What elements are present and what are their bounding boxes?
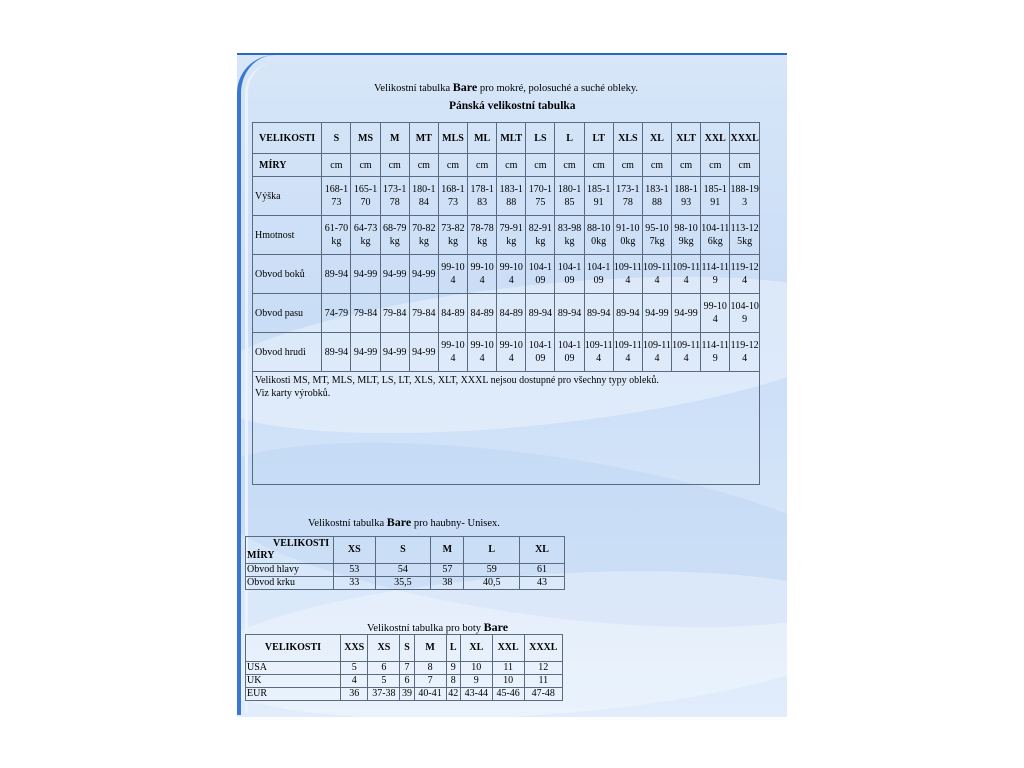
men-value-cell: 94-99 [351, 333, 380, 372]
hood-size-header: S [375, 537, 431, 564]
men-unit-cell: cm [409, 154, 438, 177]
men-header-label: VELIKOSTI [253, 123, 322, 154]
men-value-cell: 188-193 [672, 177, 701, 216]
boots-value-cell: 37-38 [368, 688, 400, 701]
men-note-row [253, 372, 760, 485]
men-note [253, 372, 760, 485]
men-data-row [253, 255, 760, 294]
men-unit-cell: cm [701, 154, 730, 177]
men-size-header: XLT [672, 123, 701, 154]
men-value-cell: 89-94 [613, 294, 642, 333]
boots-value-cell: 40-41 [414, 688, 446, 701]
men-value-cell: 104-116kg [701, 216, 730, 255]
men-value-cell: 79-84 [380, 294, 409, 333]
men-value-cell: 104-109 [526, 255, 555, 294]
men-value-cell: 94-99 [672, 294, 701, 333]
men-value-cell: 84-89 [438, 294, 467, 333]
men-unit-cell: cm [555, 154, 584, 177]
men-value-cell: 95-107kg [642, 216, 671, 255]
men-value-cell: 119-124 [730, 255, 760, 294]
men-value-cell: 98-109kg [672, 216, 701, 255]
men-value-cell: 78-78kg [468, 216, 497, 255]
men-size-header: ML [468, 123, 497, 154]
hood-value-cell: 53 [334, 564, 376, 577]
hood-data-row [246, 577, 565, 590]
hood-value-cell: 54 [375, 564, 431, 577]
men-value-cell: 99-104 [497, 333, 526, 372]
men-value-cell: 99-104 [701, 294, 730, 333]
men-value-cell: 84-89 [468, 294, 497, 333]
men-value-cell: 170-175 [526, 177, 555, 216]
men-row-label: Obvod hrudi [253, 333, 322, 372]
hood-caption-post: pro haubny- Unisex. [413, 518, 500, 529]
boots-value-cell: 39 [400, 688, 414, 701]
men-value-cell: 173-178 [613, 177, 642, 216]
men-size-header: LS [526, 123, 555, 154]
men-value-cell: 109-114 [672, 333, 701, 372]
boots-value-cell: 9 [446, 662, 460, 675]
hood-header-miry: MÍRY [247, 550, 275, 561]
boots-data-row [246, 688, 563, 701]
men-value-cell: 109-114 [613, 255, 642, 294]
boots-data-row [246, 662, 563, 675]
men-unit-cell: cm [468, 154, 497, 177]
boots-value-cell: 47-48 [524, 688, 562, 701]
men-value-cell: 104-109 [555, 255, 584, 294]
men-value-cell: 168-173 [322, 177, 351, 216]
men-caption-post: pro mokré, polosuché a suché obleky. [479, 83, 639, 94]
men-size-header: M [380, 123, 409, 154]
boots-size-header: XXL [492, 635, 524, 662]
hood-value-cell: 57 [431, 564, 464, 577]
boots-value-cell: 6 [368, 662, 400, 675]
hood-row-label: Obvod krku [246, 577, 334, 590]
men-value-cell: 91-100kg [613, 216, 642, 255]
boots-caption-brand: Bare [483, 620, 509, 634]
boots-row-label: UK [246, 675, 341, 688]
men-row-label: Obvod boků [253, 255, 322, 294]
men-value-cell: 109-114 [672, 255, 701, 294]
men-unit-cell: cm [351, 154, 380, 177]
hood-caption [308, 515, 500, 530]
men-value-cell: 188-193 [730, 177, 760, 216]
men-units-row [253, 154, 760, 177]
men-row-label: Obvod pasu [253, 294, 322, 333]
men-value-cell: 185-191 [701, 177, 730, 216]
boots-value-cell: 10 [460, 662, 492, 675]
boots-value-cell: 5 [341, 662, 368, 675]
hood-caption-brand: Bare [386, 515, 412, 529]
hood-value-cell: 38 [431, 577, 464, 590]
men-unit-cell: cm [613, 154, 642, 177]
hood-value-cell: 59 [464, 564, 520, 577]
men-unit-cell: cm [642, 154, 671, 177]
hood-header-label [246, 537, 334, 564]
men-value-cell: 99-104 [468, 333, 497, 372]
boots-value-cell: 8 [446, 675, 460, 688]
men-value-cell: 89-94 [322, 255, 351, 294]
men-value-cell: 109-114 [613, 333, 642, 372]
boots-caption-pre: Velikostní tabulka pro boty [367, 623, 482, 634]
men-value-cell: 109-114 [642, 333, 671, 372]
men-caption-brand: Bare [452, 80, 478, 94]
men-value-cell: 173-178 [380, 177, 409, 216]
men-unit-cell: cm [584, 154, 613, 177]
hood-value-cell: 33 [334, 577, 376, 590]
boots-row-label: EUR [246, 688, 341, 701]
men-size-header: MLS [438, 123, 467, 154]
men-value-cell: 64-73kg [351, 216, 380, 255]
hood-value-cell: 61 [520, 564, 565, 577]
hood-caption-pre: Velikostní tabulka [308, 518, 385, 529]
men-value-cell: 99-104 [468, 255, 497, 294]
boots-size-header: M [414, 635, 446, 662]
men-size-header: XXL [701, 123, 730, 154]
men-unit-cell: cm [526, 154, 555, 177]
men-caption [374, 80, 638, 95]
men-value-cell: 180-185 [555, 177, 584, 216]
men-unit-cell: cm [672, 154, 701, 177]
men-value-cell: 94-99 [380, 255, 409, 294]
men-value-cell: 68-79kg [380, 216, 409, 255]
men-unit-cell: cm [497, 154, 526, 177]
boots-value-cell: 11 [524, 675, 562, 688]
men-value-cell: 99-104 [438, 333, 467, 372]
boots-value-cell: 8 [414, 662, 446, 675]
men-value-cell: 79-84 [351, 294, 380, 333]
men-value-cell: 70-82kg [409, 216, 438, 255]
boots-value-cell: 10 [492, 675, 524, 688]
hood-value-cell: 43 [520, 577, 565, 590]
men-value-cell: 99-104 [497, 255, 526, 294]
hood-value-cell: 35,5 [375, 577, 431, 590]
men-value-cell: 119-124 [730, 333, 760, 372]
men-row-label: Hmotnost [253, 216, 322, 255]
men-data-row [253, 177, 760, 216]
men-data-row [253, 333, 760, 372]
men-value-cell: 74-79 [322, 294, 351, 333]
men-size-header: XLS [613, 123, 642, 154]
boots-value-cell: 42 [446, 688, 460, 701]
boots-header-label: VELIKOSTI [246, 635, 341, 662]
men-value-cell: 113-125kg [730, 216, 760, 255]
hood-header-row [246, 537, 565, 564]
men-value-cell: 180-184 [409, 177, 438, 216]
men-title: Pánská velikostní tabulka [449, 100, 576, 112]
boots-value-cell: 5 [368, 675, 400, 688]
men-header-row [253, 123, 760, 154]
men-value-cell: 82-91kg [526, 216, 555, 255]
boots-value-cell: 11 [492, 662, 524, 675]
men-value-cell: 183-188 [497, 177, 526, 216]
men-value-cell: 84-89 [497, 294, 526, 333]
boots-size-header: S [400, 635, 414, 662]
men-size-header: LT [584, 123, 613, 154]
men-size-header: S [322, 123, 351, 154]
men-value-cell: 104-109 [584, 255, 613, 294]
men-value-cell: 94-99 [409, 333, 438, 372]
boots-size-table [245, 634, 563, 701]
men-size-header: L [555, 123, 584, 154]
boots-header-row [246, 635, 563, 662]
men-unit-cell: cm [730, 154, 760, 177]
men-units-label: MÍRY [253, 154, 322, 177]
men-value-cell: 183-188 [642, 177, 671, 216]
hood-size-header: M [431, 537, 464, 564]
men-value-cell: 99-104 [438, 255, 467, 294]
men-value-cell: 89-94 [584, 294, 613, 333]
men-size-header: XL [642, 123, 671, 154]
boots-value-cell: 7 [400, 662, 414, 675]
boots-value-cell: 6 [400, 675, 414, 688]
men-value-cell: 89-94 [526, 294, 555, 333]
men-size-header: MLT [497, 123, 526, 154]
men-value-cell: 109-114 [642, 255, 671, 294]
boots-size-header: XXS [341, 635, 368, 662]
boots-value-cell: 45-46 [492, 688, 524, 701]
boots-size-header: L [446, 635, 460, 662]
hood-value-cell: 40,5 [464, 577, 520, 590]
men-value-cell: 114-119 [701, 255, 730, 294]
men-value-cell: 104-109 [555, 333, 584, 372]
men-value-cell: 61-70kg [322, 216, 351, 255]
men-value-cell: 83-98kg [555, 216, 584, 255]
hood-data-row [246, 564, 565, 577]
men-value-cell: 114-119 [701, 333, 730, 372]
boots-value-cell: 7 [414, 675, 446, 688]
men-note-line: Viz karty výrobků. [255, 388, 331, 399]
boots-value-cell: 12 [524, 662, 562, 675]
men-unit-cell: cm [380, 154, 409, 177]
men-note-line: Velikosti MS, MT, MLS, MLT, LS, LT, XLS, XLT, XXXL nejsou dostupné pro všechny typy obleků. [255, 375, 659, 386]
men-value-cell: 104-109 [526, 333, 555, 372]
men-value-cell: 94-99 [642, 294, 671, 333]
men-value-cell: 89-94 [555, 294, 584, 333]
men-size-header: MS [351, 123, 380, 154]
men-value-cell: 79-91kg [497, 216, 526, 255]
men-unit-cell: cm [322, 154, 351, 177]
hood-size-header: L [464, 537, 520, 564]
hood-size-table [245, 536, 565, 590]
men-data-row [253, 294, 760, 333]
men-value-cell: 94-99 [409, 255, 438, 294]
hood-row-label: Obvod hlavy [246, 564, 334, 577]
men-value-cell: 88-100kg [584, 216, 613, 255]
boots-size-header: XS [368, 635, 400, 662]
boots-value-cell: 4 [341, 675, 368, 688]
men-value-cell: 79-84 [409, 294, 438, 333]
boots-value-cell: 43-44 [460, 688, 492, 701]
men-value-cell: 109-114 [584, 333, 613, 372]
men-value-cell: 168-173 [438, 177, 467, 216]
men-value-cell: 94-99 [351, 255, 380, 294]
men-value-cell: 185-191 [584, 177, 613, 216]
boots-size-header: XL [460, 635, 492, 662]
boots-value-cell: 9 [460, 675, 492, 688]
men-unit-cell: cm [438, 154, 467, 177]
men-value-cell: 178-183 [468, 177, 497, 216]
men-caption-pre: Velikostní tabulka [374, 83, 451, 94]
boots-row-label: USA [246, 662, 341, 675]
men-value-cell: 165-170 [351, 177, 380, 216]
boots-size-header: XXXL [524, 635, 562, 662]
boots-caption [367, 620, 508, 635]
men-value-cell: 94-99 [380, 333, 409, 372]
men-size-header: MT [409, 123, 438, 154]
hood-header-velikosti: VELIKOSTI [273, 538, 330, 549]
hood-size-header: XS [334, 537, 376, 564]
men-size-header: XXXL [730, 123, 760, 154]
men-size-table [252, 122, 760, 485]
men-value-cell: 89-94 [322, 333, 351, 372]
men-data-row [253, 216, 760, 255]
men-row-label: Výška [253, 177, 322, 216]
boots-data-row [246, 675, 563, 688]
hood-size-header: XL [520, 537, 565, 564]
boots-value-cell: 36 [341, 688, 368, 701]
men-value-cell: 73-82kg [438, 216, 467, 255]
men-value-cell: 104-109 [730, 294, 760, 333]
